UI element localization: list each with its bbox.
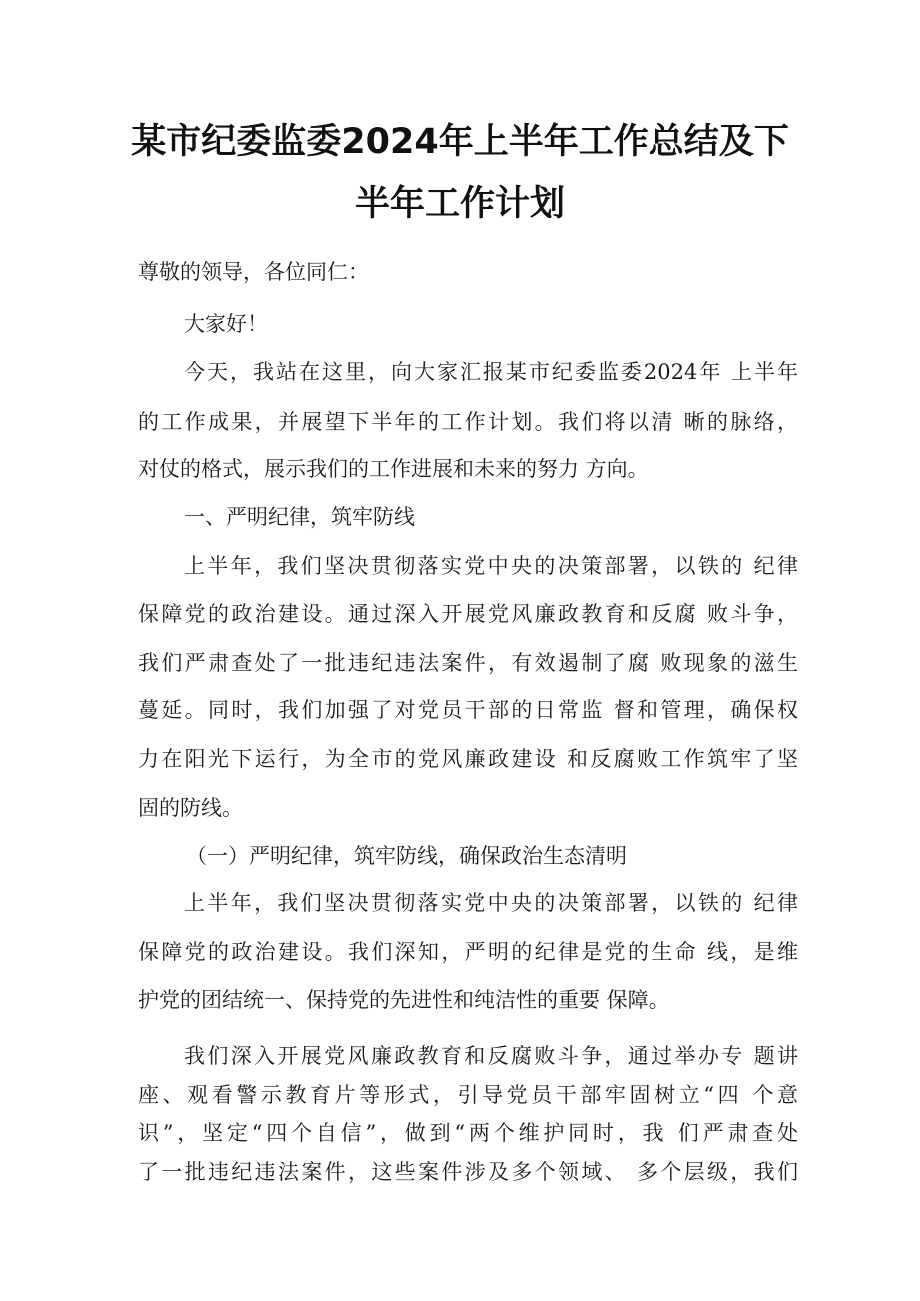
paragraph-line: 座、观看警示教育片等形式，引导党员干部牢固树立“四 个意 xyxy=(138,1083,798,1107)
paragraph-line: 对仗的格式，展示我们的工作进展和未来的努力 方向。 xyxy=(138,457,649,481)
paragraph-line: 固的防线。 xyxy=(138,796,243,820)
paragraph-line: 上半年，我们坚决贯彻落实党中央的决策部署，以铁的 纪律 xyxy=(184,891,798,915)
section-heading: 一、严明纪律，筑牢防线 xyxy=(184,505,415,529)
document-title-line-2: 半年工作计划 xyxy=(354,184,565,224)
paragraph-line: 识”，坚定“四个自信”，做到“两个维护同时，我 们严肃查处 xyxy=(138,1121,798,1145)
document-title-line-1: 某市纪委监委2024年上半年工作总结及下 xyxy=(131,122,789,162)
paragraph-line: 了一批违纪违法案件，这些案件涉及多个领域、 多个层级，我们 xyxy=(138,1160,798,1184)
subsection-heading: （一）严明纪律，筑牢防线，确保政治生态清明 xyxy=(186,844,627,868)
paragraph-line: 力在阳光下运行，为全市的党风廉政建设 和反腐败工作筑牢了坚 xyxy=(138,747,798,771)
paragraph-line: 今天，我站在这里，向大家汇报某市纪委监委2024年 上半年 xyxy=(184,360,798,384)
paragraph-line: 我们严肃查处了一批违纪违法案件，有效遏制了腐 败现象的滋生 xyxy=(138,651,798,675)
salutation: 尊敬的领导，各位同仁： xyxy=(138,260,369,284)
paragraph-line: 蔓延。同时，我们加强了对党员干部的日常监 督和管理，确保权 xyxy=(138,698,798,722)
paragraph-line: 保障党的政治建设。通过深入开展党风廉政教育和反腐 败斗争， xyxy=(138,602,798,626)
paragraph-line: 护党的团结统一、保持党的先进性和纯洁性的重要 保障。 xyxy=(138,988,670,1012)
paragraph-line: 上半年，我们坚决贯彻落实党中央的决策部署，以铁的 纪律 xyxy=(184,554,798,578)
paragraph-line: 我们深入开展党风廉政教育和反腐败斗争，通过举办专 题讲 xyxy=(184,1044,798,1068)
paragraph-line: 的工作成果，并展望下半年的工作计划。我们将以清 晰的脉络， xyxy=(138,410,798,434)
paragraph-line: 保障党的政治建设。我们深知，严明的纪律是党的生命 线，是维 xyxy=(138,940,798,964)
greeting: 大家好！ xyxy=(184,312,268,336)
